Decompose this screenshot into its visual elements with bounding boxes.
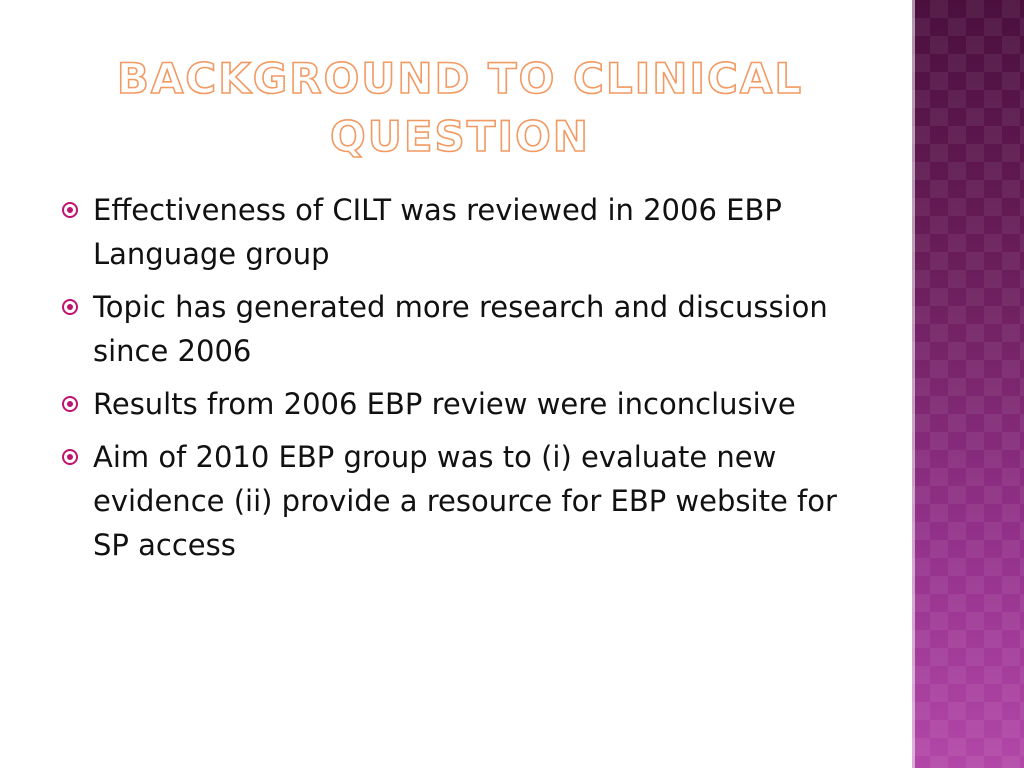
- bullet-item: [62, 435, 842, 567]
- decorative-side-band: [912, 0, 1024, 768]
- bullet-text: Topic has generated more research and discussion since 2006: [93, 290, 828, 368]
- target-circle-icon: [62, 449, 78, 465]
- bullet-item: [62, 285, 842, 373]
- bullet-text: Effectiveness of CILT was reviewed in 2006 EBP Language group: [93, 193, 782, 271]
- bullet-text: Aim of 2010 EBP group was to (i) evaluate new evidence (ii) provide a resource for EBP website for SP access: [93, 440, 837, 562]
- bullet-text: Results from 2006 EBP review were inconclusive: [93, 387, 796, 421]
- side-band-edge: [912, 0, 915, 768]
- bullet-item: [62, 382, 842, 426]
- target-circle-icon: [62, 299, 78, 315]
- target-circle-icon: [62, 202, 78, 218]
- slide-title: BACKGROUND TO CLINICAL QUESTION: [116, 54, 804, 161]
- diamond-pattern: [912, 0, 1024, 768]
- bullet-item: [62, 188, 842, 276]
- bullet-list: [62, 188, 842, 576]
- target-circle-icon: [62, 396, 78, 412]
